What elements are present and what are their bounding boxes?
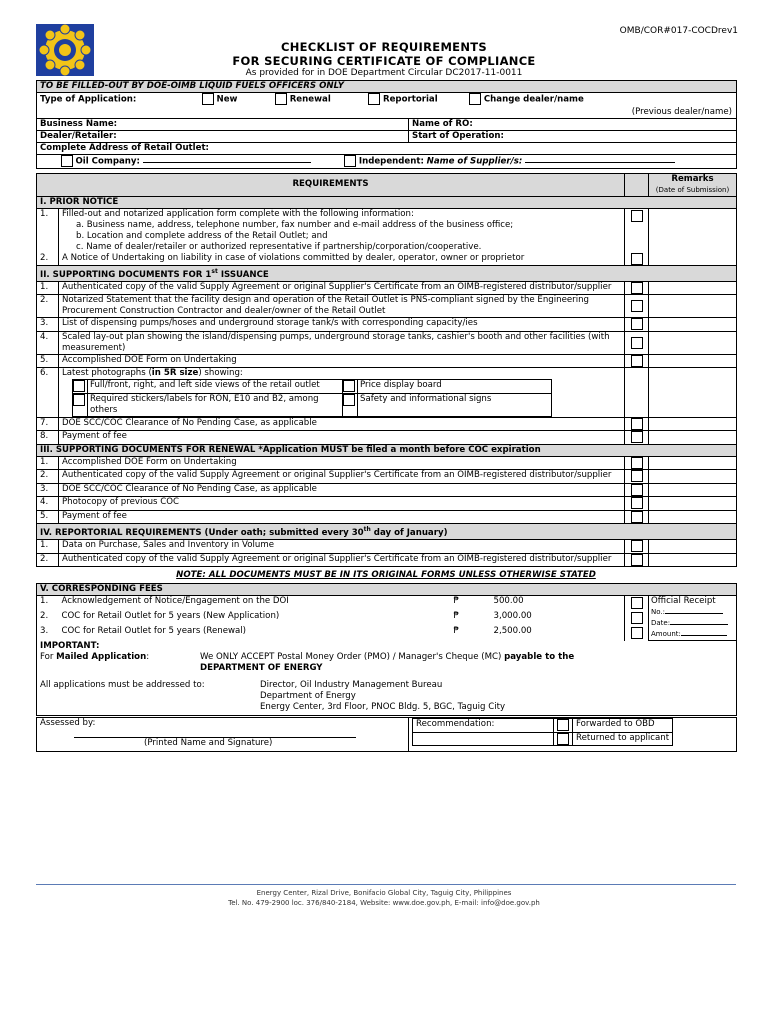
- or-no-field[interactable]: [665, 613, 723, 614]
- type-of-application-label: Type of Application:: [40, 94, 137, 105]
- peso-sign: ₱: [453, 611, 459, 622]
- remarks-cell[interactable]: [649, 331, 737, 354]
- fee-3-amount: 2,500.00: [493, 625, 532, 636]
- table-row: 2. A Notice of Undertaking on liability in case of violations committed by dealer, operator, owner or proprietor: [37, 253, 737, 266]
- previous-dealer-label: (Previous dealer/name): [37, 107, 737, 119]
- photo-safety-signs-label: Safety and informational signs: [358, 393, 552, 416]
- independent-checkbox[interactable]: [344, 155, 356, 167]
- section-reportorial: IV. REPORTORIAL REQUIREMENTS (Under oath; submitted every 30th day of January): [37, 524, 737, 540]
- oil-company-checkbox[interactable]: [61, 155, 73, 167]
- first-issuance-item-3: List of dispensing pumps/hoses and underground storage tank/s with corresponding capacity/ies: [59, 318, 625, 332]
- table-row: 3. List of dispensing pumps/hoses and underground storage tank/s with corresponding capacity/ies: [37, 318, 737, 332]
- reportorial-item-2: Authenticated copy of the valid Supply Agreement or original Supplier's Certificate from an OIMB-registered distributor/supplier: [59, 553, 625, 567]
- supplier-label: Name of Supplier/s:: [426, 156, 523, 166]
- requirements-header: REQUIREMENTS: [37, 173, 625, 196]
- address-line-2: Department of Energy: [260, 691, 356, 702]
- table-row: 2. Notarized Statement that the facility design and operation of the Retail Outlet is PNS-compliant signed by the Engineering Procurement Construction Contractor and dealer/owner of the Retail Outlet: [37, 295, 737, 318]
- section-first-issuance: II. SUPPORTING DOCUMENTS FOR 1st ISSUANCE: [37, 266, 737, 282]
- photo-stickers-checkbox[interactable]: [73, 394, 85, 406]
- table-row: 2. COC for Retail Outlet for 5 years (New Application) ₱ 3,000.00: [37, 611, 737, 626]
- remarks-cell[interactable]: [649, 553, 737, 567]
- or-amount-field[interactable]: [681, 635, 727, 636]
- footer-rule: [36, 884, 736, 885]
- title-line-1: CHECKLIST OF REQUIREMENTS: [280, 40, 487, 54]
- fee-1-amount: 500.00: [493, 596, 524, 607]
- remarks-cell[interactable]: [649, 456, 737, 470]
- reportorial-checkbox[interactable]: [368, 93, 380, 105]
- photo-full-checkbox[interactable]: [73, 380, 85, 392]
- address-line-1: Director, Oil Industry Management Bureau: [260, 680, 443, 691]
- first-issuance-item-7: DOE SCC/COC Clearance of No Pending Case, as applicable: [59, 417, 625, 431]
- remarks-cell[interactable]: [649, 510, 737, 524]
- remarks-cell[interactable]: [649, 368, 737, 418]
- document-number: OMB/COR#017-COCDrev1: [619, 26, 738, 36]
- complete-address-field[interactable]: Complete Address of Retail Outlet:: [37, 142, 737, 154]
- renewal-label: Renewal: [289, 94, 331, 105]
- remarks-header: Remarks: [671, 173, 714, 184]
- photo-safety-signs-checkbox[interactable]: [343, 394, 355, 406]
- peso-sign: ₱: [453, 625, 459, 636]
- first-issuance-2-checkbox[interactable]: [631, 300, 643, 312]
- fee-2-label: COC for Retail Outlet for 5 years (New Application): [61, 611, 280, 622]
- table-row: 2. Authenticated copy of the valid Supply Agreement or original Supplier's Certificate from an OIMB-registered distributor/supplier: [37, 553, 737, 567]
- renewal-item-5: Payment of fee: [59, 510, 625, 524]
- fee-2-checkbox[interactable]: [631, 612, 643, 624]
- renewal-2-checkbox[interactable]: [631, 470, 643, 482]
- table-row: 1. Data on Purchase, Sales and Inventory in Volume: [37, 540, 737, 554]
- renewal-4-checkbox[interactable]: [631, 497, 643, 509]
- forwarded-checkbox[interactable]: [557, 719, 569, 731]
- table-row: 4. Photocopy of previous COC: [37, 497, 737, 511]
- section-fees: V. CORRESPONDING FEES: [37, 584, 737, 596]
- table-row: 5. Accomplished DOE Form on Undertaking: [37, 354, 737, 368]
- first-issuance-item-5: Accomplished DOE Form on Undertaking: [59, 354, 625, 368]
- oil-company-label: Oil Company:: [75, 156, 140, 166]
- mailed-application-text: We ONLY ACCEPT Postal Money Order (PMO) / Manager's Cheque (MC) payable to the DEPARTMENT OF ENERGY: [200, 652, 575, 674]
- renewal-item-2: Authenticated copy of the valid Supply Agreement or original Supplier's Certificate from an OIMB-registered distributor/supplier: [59, 470, 625, 484]
- mailed-application-label: Mailed Application: [56, 652, 147, 663]
- peso-sign: ₱: [453, 596, 459, 607]
- table-row: 6. Latest photographs (in 5R size) showing: Full/front, right, and left side views of the retail outlet Price display board Required stickers/labels for RON, E10 and B2, among others Safety and informational signs: [37, 368, 737, 418]
- renewal-checkbox[interactable]: [275, 93, 287, 105]
- first-issuance-item-4: Scaled lay-out plan showing the island/dispensing pumps, underground storage tanks, cashier's booth and other facilities (with measurement): [59, 331, 625, 354]
- remarks-cell[interactable]: [649, 483, 737, 497]
- supplier-line[interactable]: [525, 162, 675, 163]
- remarks-cell[interactable]: [649, 354, 737, 368]
- or-date-label: Date:: [651, 619, 671, 628]
- or-date-field[interactable]: [670, 624, 728, 625]
- applicant-info-table: [36, 80, 737, 169]
- subtitle: As provided for in DOE Department Circular DC2017-11-0011: [245, 68, 523, 78]
- table-row: 4. Scaled lay-out plan showing the island/dispensing pumps, underground storage tanks, cashier's booth and other facilities (with measurement): [37, 331, 737, 354]
- fee-3-label: COC for Retail Outlet for 5 years (Renewal): [61, 625, 247, 636]
- renewal-item-4: Photocopy of previous COC: [59, 497, 625, 511]
- first-issuance-item-8: Payment of fee: [59, 431, 625, 445]
- important-label: IMPORTANT:: [40, 641, 100, 652]
- first-issuance-5-checkbox[interactable]: [631, 355, 643, 367]
- official-receipt-label: Official Receipt: [651, 596, 716, 607]
- oil-company-line[interactable]: [143, 162, 311, 163]
- recommendation-label: Recommendation:: [413, 719, 554, 733]
- fees-table: V. CORRESPONDING FEES 1. Acknowledgement of Notice/Engagement on the DOI ₱ 500.00 Official Receipt No.: Date: Amount: 2. COC for Retail Outlet for 5 years (New Application) ₱ 3,000.00 3. COC for Retail Outlet for 5 years (Renewal) ₱ 2,500.00 IMPORTANT: For Mailed Application: We ONLY ACCEPT Postal Money Order (PMO) / Manager's Cheque (MC) payable to the DEPARTMENT OF ENERGY All applications must be addressed to: Director, Oil Industry Management Bureau Department of Energy Energy Center, 3rd Floor, PNOC Bldg. 5, BGC, Taguig City: [36, 583, 737, 716]
- renewal-5-checkbox[interactable]: [631, 511, 643, 523]
- section-renewal: III. SUPPORTING DOCUMENTS FOR RENEWAL *Application MUST be filed a month before COC expiration: [37, 444, 737, 456]
- table-row: 1. Authenticated copy of the valid Supply Agreement or original Supplier's Certificate from an OIMB-registered distributor/supplier: [37, 281, 737, 295]
- renewal-item-3: DOE SCC/COC Clearance of No Pending Case, as applicable: [59, 483, 625, 497]
- or-no-label: No.:: [651, 608, 665, 617]
- title-line-2: FOR SECURING CERTIFICATE OF COMPLIANCE: [232, 54, 536, 68]
- first-issuance-4-checkbox[interactable]: [631, 337, 643, 349]
- table-row: 5. Payment of fee: [37, 510, 737, 524]
- reportorial-2-checkbox[interactable]: [631, 554, 643, 566]
- remarks-cell[interactable]: [649, 470, 737, 484]
- returned-checkbox[interactable]: [557, 733, 569, 745]
- prior-notice-item-1a: a. Business name, address, telephone number, fax number and e-mail address of the business office;: [76, 219, 514, 230]
- first-issuance-item-6: Latest photographs (in 5R size) showing:: [62, 368, 243, 379]
- prior-notice-item-1b: b. Location and complete address of the Retail Outlet; and: [76, 230, 328, 241]
- new-checkbox[interactable]: [202, 93, 214, 105]
- fee-1-checkbox[interactable]: [631, 597, 643, 609]
- reportorial-item-1: Data on Purchase, Sales and Inventory in Volume: [59, 540, 625, 554]
- business-name-field[interactable]: Business Name:: [37, 118, 409, 130]
- or-amount-label: Amount:: [651, 630, 681, 639]
- fee-1-label: Acknowledgement of Notice/Engagement on the DOI: [61, 596, 289, 607]
- table-row: 3. COC for Retail Outlet for 5 years (Renewal) ₱ 2,500.00: [37, 626, 737, 641]
- name-of-ro-field[interactable]: Name of RO:: [409, 118, 737, 130]
- change-dealer-label: Change dealer/name: [483, 94, 584, 105]
- photo-stickers-label: Required stickers/labels for RON, E10 and B2, among others: [88, 393, 343, 416]
- remarks-cell[interactable]: [649, 295, 737, 318]
- checklist-form: [36, 80, 736, 752]
- original-forms-note: NOTE: ALL DOCUMENTS MUST BE IN ITS ORIGINAL FORMS UNLESS OTHERWISE STATED: [176, 570, 596, 581]
- remarks-cell[interactable]: [649, 417, 737, 431]
- prior-notice-1-checkbox[interactable]: [631, 210, 643, 222]
- photo-full-label: Full/front, right, and left side views of the retail outlet: [88, 380, 343, 394]
- address-line-3: Energy Center, 3rd Floor, PNOC Bldg. 5, BGC, Taguig City: [260, 702, 506, 713]
- start-of-operation-field[interactable]: Start of Operation:: [409, 130, 737, 142]
- fee-2-amount: 3,000.00: [493, 611, 532, 622]
- remarks-cell[interactable]: [649, 318, 737, 332]
- forwarded-label: Forwarded to OBD: [573, 719, 673, 733]
- requirements-table: [36, 173, 737, 568]
- photo-price-board-label: Price display board: [358, 380, 552, 394]
- remarks-cell[interactable]: [649, 208, 737, 266]
- first-issuance-7-checkbox[interactable]: [631, 418, 643, 430]
- renewal-3-checkbox[interactable]: [631, 484, 643, 496]
- footer-address: Energy Center, Rizal Drive, Bonifacio Global City, Taguig City, Philippines: [256, 889, 512, 897]
- table-row: 8. Payment of fee: [37, 431, 737, 445]
- table-row: 1. Accomplished DOE Form on Undertaking: [37, 456, 737, 470]
- prior-notice-item-2: A Notice of Undertaking on liability in case of violations committed by dealer, operator, owner or proprietor: [59, 253, 625, 266]
- independent-label: Independent:: [358, 156, 424, 166]
- renewal-item-1: Accomplished DOE Form on Undertaking: [59, 456, 625, 470]
- reportorial-1-checkbox[interactable]: [631, 540, 643, 552]
- printed-name-label: (Printed Name and Signature): [144, 738, 273, 749]
- change-dealer-checkbox[interactable]: [469, 93, 481, 105]
- new-label: New: [216, 94, 238, 105]
- first-issuance-8-checkbox[interactable]: [631, 431, 643, 443]
- table-row: 7. DOE SCC/COC Clearance of No Pending Case, as applicable: [37, 417, 737, 431]
- footer-contact: Tel. No. 479-2900 loc. 376/840-2184, Website: www.doe.gov.ph, E-mail: info@doe.gov.ph: [228, 899, 540, 907]
- remarks-cell[interactable]: [649, 431, 737, 445]
- addressed-to-label: All applications must be addressed to:: [40, 680, 205, 691]
- table-row: 1. Acknowledgement of Notice/Engagement on the DOI ₱ 500.00 Official Receipt No.: Date: Amount:: [37, 596, 737, 611]
- prior-notice-2-checkbox[interactable]: [631, 253, 643, 265]
- assessed-by-label: Assessed by:: [40, 718, 96, 729]
- remarks-cell[interactable]: [649, 497, 737, 511]
- table-row: 2. Authenticated copy of the valid Supply Agreement or original Supplier's Certificate from an OIMB-registered distributor/supplier: [37, 470, 737, 484]
- renewal-1-checkbox[interactable]: [631, 457, 643, 469]
- table-row: 1. Filled-out and notarized application form complete with the following information: a. Business name, address, telephone number, fax number and e-mail address of the business office; b. Location and complete address of the Retail Outlet; and c. Name of dealer/retailer or authorized representative if partnership/corporation/cooperative.: [37, 208, 737, 253]
- table-row: 3. DOE SCC/COC Clearance of No Pending Case, as applicable: [37, 483, 737, 497]
- first-issuance-1-checkbox[interactable]: [631, 282, 643, 294]
- first-issuance-item-2: Notarized Statement that the facility design and operation of the Retail Outlet is PNS-compliant signed by the Engineering Procurement Construction Contractor and dealer/owner of the Retail Outlet: [59, 295, 625, 318]
- section-prior-notice: I. PRIOR NOTICE: [37, 196, 737, 208]
- assessment-table: [36, 717, 737, 752]
- returned-label: Returned to applicant: [573, 732, 673, 746]
- first-issuance-3-checkbox[interactable]: [631, 318, 643, 330]
- remarks-cell[interactable]: [649, 281, 737, 295]
- first-issuance-item-1: Authenticated copy of the valid Supply Agreement or original Supplier's Certificate from an OIMB-registered distributor/supplier: [59, 281, 625, 295]
- dealer-retailer-field[interactable]: Dealer/Retailer:: [37, 130, 409, 142]
- remarks-cell[interactable]: [649, 540, 737, 554]
- fee-3-checkbox[interactable]: [631, 627, 643, 639]
- prior-notice-item-1: Filled-out and notarized application form complete with the following information:: [62, 208, 414, 219]
- reportorial-label: Reportorial: [382, 94, 438, 105]
- prior-notice-item-1c: c. Name of dealer/retailer or authorized representative if partnership/corporation/cooperative.: [76, 241, 482, 252]
- officers-only-bar: TO BE FILLED-OUT BY DOE-OIMB LIQUID FUELS OFFICERS ONLY: [37, 81, 737, 93]
- photo-price-board-checkbox[interactable]: [343, 380, 355, 392]
- remarks-subheader: (Date of Submission): [655, 185, 730, 194]
